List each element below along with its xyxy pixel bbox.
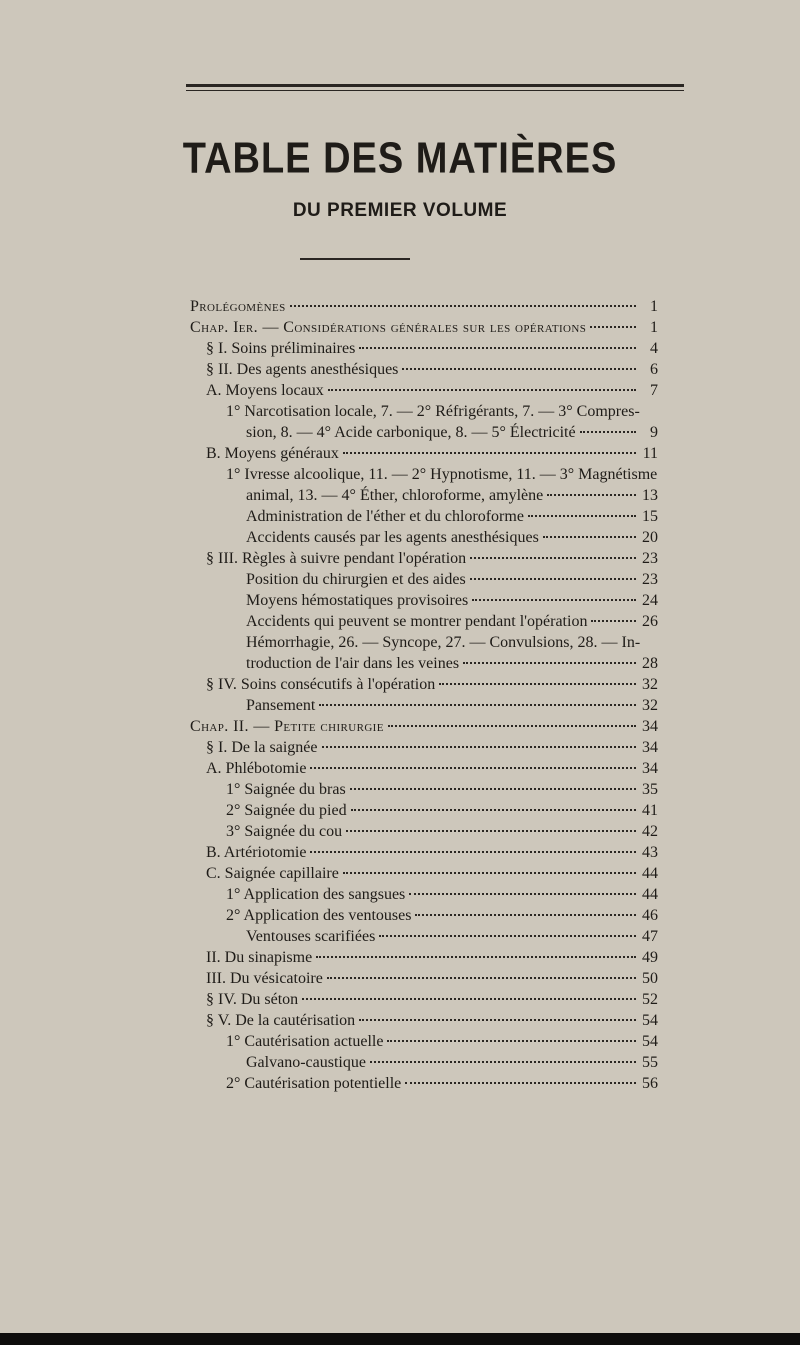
toc-entry-label: B. Artériotomie [206, 844, 307, 861]
toc-entry-page: 23 [642, 550, 658, 567]
separator-rule [300, 258, 410, 260]
toc-entry [246, 590, 658, 611]
toc-entry-label: 2° Cautérisation potentielle [226, 1075, 402, 1092]
toc-entry-label: Ventouses scarifiées [246, 928, 376, 945]
toc-entry-label: Accidents qui peuvent se montrer pendant l'opération [246, 613, 588, 630]
toc-entry-label: 1° Narcotisation locale, 7. — 2° Réfrigérants, 7. — 3° Compres- [226, 403, 640, 420]
toc-entry-label: § II. Des agents anesthésiques [206, 361, 399, 378]
toc-entry-label: Pansement [246, 697, 316, 714]
toc-entry [246, 926, 658, 947]
dot-leader [343, 452, 636, 454]
dot-leader [370, 1061, 636, 1063]
dot-leader [359, 347, 636, 349]
toc-entry [206, 674, 658, 695]
toc-entry-label: § III. Règles à suivre pendant l'opération [206, 550, 467, 567]
toc-entry-page: 41 [642, 802, 658, 819]
toc-entry-label: II. Du sinapisme [206, 949, 313, 966]
toc-entry-label: B. Moyens généraux [206, 445, 339, 462]
toc-entry-page: 1 [650, 298, 658, 315]
toc-entry-page: 20 [642, 529, 658, 546]
toc-entry-label: 2° Application des ventouses [226, 907, 412, 924]
toc-entry-label: Hémorrhagie, 26. — Syncope, 27. — Convulsions, 28. — In- [246, 634, 641, 651]
toc-entry [246, 569, 658, 590]
dot-leader [328, 389, 636, 391]
bottom-edge [0, 1333, 800, 1345]
toc-entry-label: § IV. Soins consécutifs à l'opération [206, 676, 436, 693]
dot-leader [379, 935, 636, 937]
toc-entry-page: 56 [642, 1075, 658, 1092]
dot-leader [350, 788, 636, 790]
toc-entry [226, 821, 658, 842]
toc-entry-page: 35 [642, 781, 658, 798]
dot-leader [470, 578, 636, 580]
dot-leader [528, 515, 636, 517]
toc-entry-label: sion, 8. — 4° Acide carbonique, 8. — 5° Électricité [246, 424, 576, 441]
dot-leader [405, 1082, 636, 1084]
toc-entry-label: § I. De la saignée [206, 739, 318, 756]
dot-leader [463, 662, 636, 664]
toc-entry [246, 506, 658, 527]
dot-leader [290, 305, 636, 307]
toc-entry-label: troduction de l'air dans les veines [246, 655, 460, 672]
page-subtitle: DU PREMIER VOLUME [292, 200, 508, 221]
toc-entry-page: 55 [642, 1054, 658, 1071]
dot-leader [388, 725, 636, 727]
toc-entry [246, 527, 658, 548]
toc-entry [246, 1052, 658, 1073]
toc-entry-page: 44 [642, 865, 658, 882]
dot-leader [472, 599, 636, 601]
toc-entry-page: 15 [642, 508, 658, 525]
table-of-contents [0, 296, 800, 1094]
toc-entry-page: 26 [642, 613, 658, 630]
toc-entry [190, 716, 658, 737]
toc-entry-page: 34 [642, 718, 658, 735]
toc-entry-label: Prolégomènes [190, 298, 286, 315]
toc-entry-page: 1 [650, 319, 658, 336]
toc-entry [190, 296, 658, 317]
toc-entry-page: 54 [642, 1033, 658, 1050]
toc-entry [206, 737, 658, 758]
toc-entry-page: 24 [642, 592, 658, 609]
toc-entry-page: 42 [642, 823, 658, 840]
toc-entry-page: 11 [642, 445, 658, 462]
dot-leader [351, 809, 636, 811]
toc-entry-label: animal, 13. — 4° Éther, chloroforme, amylène [246, 487, 544, 504]
toc-entry [206, 380, 658, 401]
toc-entry-page: 23 [642, 571, 658, 588]
toc-entry-label: 3° Saignée du cou [226, 823, 343, 840]
toc-entry-page: 34 [642, 739, 658, 756]
toc-entry-page: 9 [650, 424, 658, 441]
toc-entry [226, 1031, 658, 1052]
toc-entry-page: 32 [642, 676, 658, 693]
toc-entry [226, 800, 658, 821]
toc-entry-page: 47 [642, 928, 658, 945]
toc-entry-page: 50 [642, 970, 658, 987]
dot-leader [415, 914, 636, 916]
toc-entry-label: Galvano-caustique [246, 1054, 366, 1071]
toc-entry-label: Moyens hémostatiques provisoires [246, 592, 469, 609]
dot-leader [310, 851, 636, 853]
toc-entry-label: 2° Saignée du pied [226, 802, 347, 819]
toc-entry [206, 758, 658, 779]
dot-leader [470, 557, 636, 559]
toc-entry [206, 443, 658, 464]
dot-leader [316, 956, 636, 958]
toc-entry [206, 1010, 658, 1031]
toc-entry-label: Chap. Ier. — Considérations générales sur les opérations [190, 319, 587, 336]
toc-entry-page: 52 [642, 991, 658, 1008]
top-rule [186, 84, 684, 87]
toc-entry-label: Accidents causés par les agents anesthésiques [246, 529, 539, 546]
toc-entry-label: § I. Soins préliminaires [206, 340, 356, 357]
toc-entry-page: 32 [642, 697, 658, 714]
toc-entry [206, 842, 658, 863]
toc-entry-label: III. Du vésicatoire [206, 970, 323, 987]
toc-entry-page: 49 [642, 949, 658, 966]
dot-leader [322, 746, 636, 748]
toc-entry-page: 4 [650, 340, 658, 357]
toc-entry-label: § IV. Du séton [206, 991, 299, 1008]
toc-entry-label: § V. De la cautérisation [206, 1012, 356, 1029]
toc-entry-label: C. Saignée capillaire [206, 865, 339, 882]
toc-entry-page: 54 [642, 1012, 658, 1029]
toc-entry-page: 46 [642, 907, 658, 924]
dot-leader [439, 683, 636, 685]
toc-entry-label: Chap. II. — Petite chirurgie [190, 718, 384, 735]
toc-entry [226, 401, 640, 422]
dot-leader [343, 872, 636, 874]
toc-entry [226, 779, 658, 800]
toc-entry [226, 1073, 658, 1094]
dot-leader [359, 1019, 636, 1021]
toc-entry-label: 1° Cautérisation actuelle [226, 1033, 384, 1050]
toc-entry [246, 485, 658, 506]
toc-entry-page: 7 [650, 382, 658, 399]
toc-entry [206, 548, 658, 569]
toc-entry-label: Position du chirurgien et des aides [246, 571, 466, 588]
dot-leader [310, 767, 636, 769]
toc-entry [206, 359, 658, 380]
toc-entry-label: 1° Ivresse alcoolique, 11. — 2° Hypnotisme, 11. — 3° Magnétisme [226, 466, 658, 483]
dot-leader [409, 893, 636, 895]
dot-leader [346, 830, 636, 832]
dot-leader [402, 368, 636, 370]
toc-entry [226, 464, 658, 485]
toc-entry [226, 884, 658, 905]
toc-entry-page: 28 [642, 655, 658, 672]
toc-entry [206, 863, 658, 884]
toc-entry [226, 905, 658, 926]
page-title: TABLE DES MATIÈRES [182, 134, 618, 184]
dot-leader [319, 704, 636, 706]
dot-leader [302, 998, 636, 1000]
dot-leader [543, 536, 636, 538]
toc-entry-label: 1° Saignée du bras [226, 781, 346, 798]
toc-entry [206, 947, 658, 968]
toc-entry [206, 338, 658, 359]
toc-entry-label: A. Phlébotomie [206, 760, 307, 777]
toc-entry-label: 1° Application des sangsues [226, 886, 406, 903]
toc-entry-page: 43 [642, 844, 658, 861]
dot-leader [547, 494, 636, 496]
toc-entry-page: 6 [650, 361, 658, 378]
toc-entry [206, 989, 658, 1010]
dot-leader [387, 1040, 636, 1042]
top-rule-thin [186, 90, 684, 91]
toc-entry-page: 34 [642, 760, 658, 777]
toc-entry [246, 653, 658, 674]
toc-entry [246, 611, 658, 632]
toc-entry [246, 695, 658, 716]
toc-entry-label: Administration de l'éther et du chloroforme [246, 508, 524, 525]
toc-entry-label: A. Moyens locaux [206, 382, 324, 399]
toc-entry [246, 422, 658, 443]
toc-entry [246, 632, 640, 653]
dot-leader [327, 977, 636, 979]
toc-entry [190, 317, 658, 338]
toc-entry [206, 968, 658, 989]
toc-entry-page: 13 [642, 487, 658, 504]
toc-entry-page: 44 [642, 886, 658, 903]
